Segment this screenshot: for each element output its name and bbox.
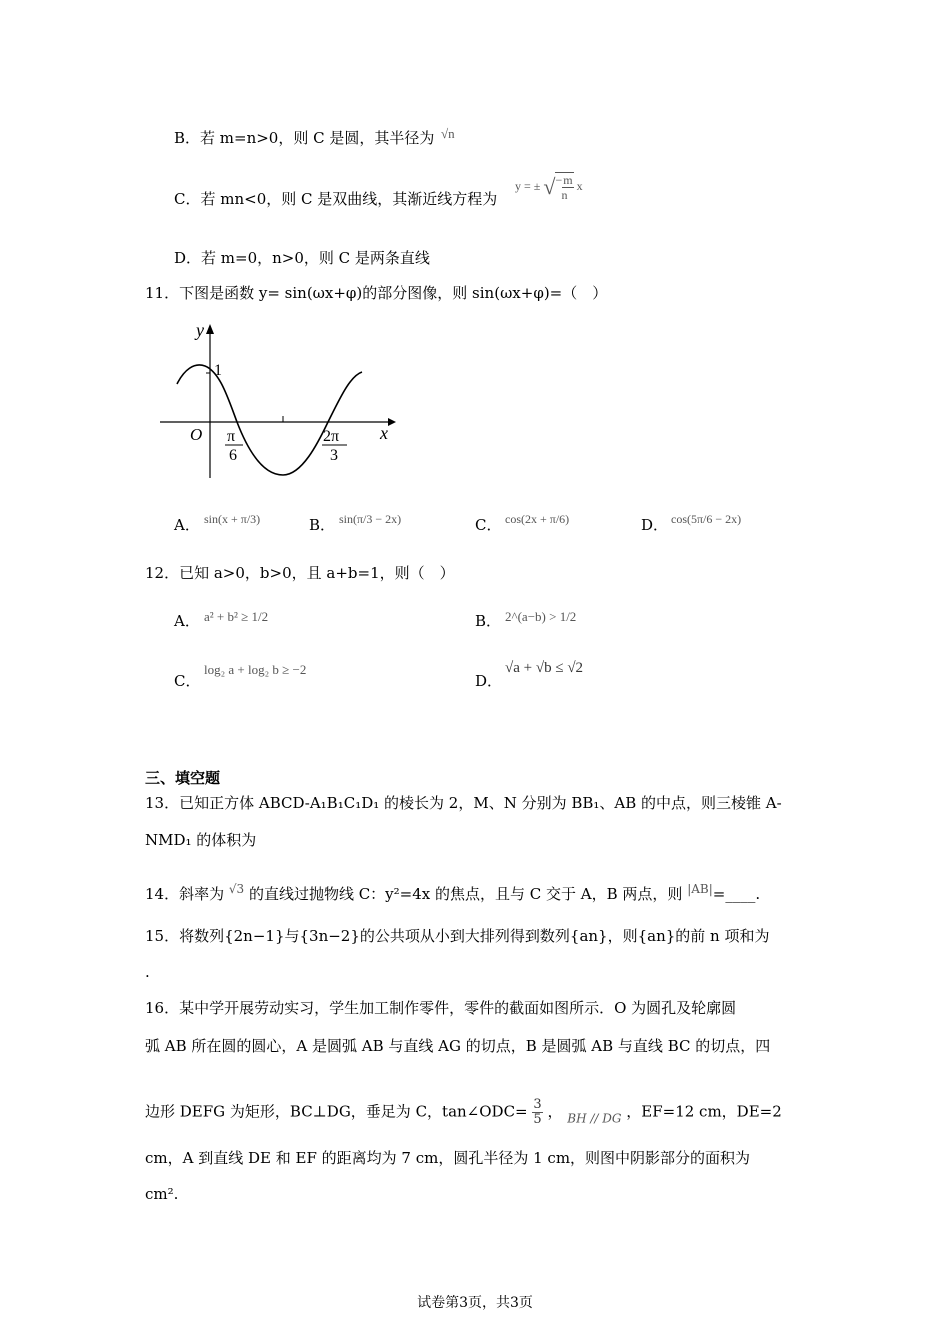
- q12-option-b-formula: 2^(a−b) > 1/2: [505, 609, 577, 624]
- q12-option-d-label: D．: [475, 672, 503, 690]
- q11-option-a-label: A．: [174, 516, 200, 534]
- x-label: x: [380, 423, 388, 443]
- q16-line5: cm².: [145, 1185, 179, 1203]
- q11-stem: 11．下图是函数 y= sin(ωx+φ)的部分图像，则 sin(ωx+φ)=（ ）: [145, 284, 608, 302]
- q11-option-a-formula: sin(x + π/3): [204, 512, 261, 526]
- q16-line4: cm，A 到直线 DE 和 EF 的距离均为 7 cm，圆孔半径为 1 cm，则图中阴影部分的面积为: [145, 1149, 751, 1167]
- q14-text: 14．斜率为 $^{√3}$ 的直线过抛物线 C：y²=4x 的焦点，且与 C 交于 A，B 两点，则 $^{|AB|}$=____.: [145, 882, 761, 903]
- q13-line1: 13．已知正方体 ABCD-A₁B₁C₁D₁ 的棱长为 2，M、N 分别为 BB₁、AB 的中点，则三棱锥 A-: [145, 794, 782, 812]
- q16-line3: 边形 DEFG 为矩形，BC⊥DG，垂足为 C，tan∠ODC= $\frac{3}{5}$ ， $_{BH // DG}$ ，EF=12 cm，DE=2: [145, 1097, 782, 1127]
- q16-line1: 16．某中学开展劳动实习，学生加工制作零件，零件的截面如图所示．O 为圆孔及轮廓圆: [145, 999, 737, 1017]
- y-label: y: [196, 320, 204, 340]
- q12-stem: 12．已知 a>0，b>0，且 a+b=1，则（ ）: [145, 564, 455, 582]
- q11-option-d-label: D．: [641, 516, 669, 534]
- q12-option-c-formula: log₂ a + log₂ b ≥ −2: [204, 662, 307, 677]
- tick1-den: 6: [229, 447, 237, 464]
- q12-option-c-label: C．: [174, 672, 201, 690]
- tick2-den: 3: [330, 447, 338, 464]
- q10-option-c: C．若 mn<0，则 C 是双曲线，其渐近线方程为: [174, 190, 498, 208]
- q15-line1: 15．将数列{2n−1}与{3n−2}的公共项从小到大排列得到数列{an}，则{an}的前 n 项和为: [145, 927, 770, 945]
- q10-option-b-formula: √n: [441, 126, 455, 141]
- q16-line2: 弧 AB 所在圆的圆心，A 是圆弧 AB 与直线 AG 的切点，B 是圆弧 AB 与直线 BC 的切点，四: [145, 1037, 771, 1055]
- q12-option-d-formula: √a + √b ≤ √2: [505, 660, 584, 676]
- y-axis-arrow-icon: [206, 324, 214, 334]
- q11-option-b-formula: sin(π/3 − 2x): [339, 512, 402, 526]
- x-axis-arrow-icon: [388, 418, 396, 426]
- q10-option-d: D．若 m=0，n>0，则 C 是两条直线: [174, 249, 430, 267]
- y-tick-label: 1: [214, 362, 222, 379]
- q10-option-c-formula: y = ± √−m n x: [515, 173, 583, 202]
- q15-line2: .: [145, 963, 150, 981]
- q11-option-c-label: C．: [475, 516, 502, 534]
- q12-option-b-label: B．: [475, 612, 502, 630]
- section-heading: 三、填空题: [145, 769, 221, 787]
- q13-line2: NMD₁ 的体积为: [145, 831, 257, 849]
- q11-option-d-formula: cos(5π/6 − 2x): [671, 512, 742, 526]
- q11-option-c-formula: cos(2x + π/6): [505, 512, 570, 526]
- q10-option-b: B．若 m=n>0，则 C 是圆，其半径为: [174, 129, 435, 147]
- q11-option-b-label: B．: [309, 516, 336, 534]
- origin-label: O: [190, 425, 203, 444]
- q11-sine-graph: [150, 318, 400, 488]
- tick1-num: π: [227, 428, 236, 445]
- q12-option-a-formula: a² + b² ≥ 1/2: [204, 609, 269, 624]
- tick2-num: 2π: [323, 428, 340, 445]
- q12-option-a-label: A．: [174, 612, 200, 630]
- page-footer: 试卷第3页，共3页: [417, 1295, 533, 1311]
